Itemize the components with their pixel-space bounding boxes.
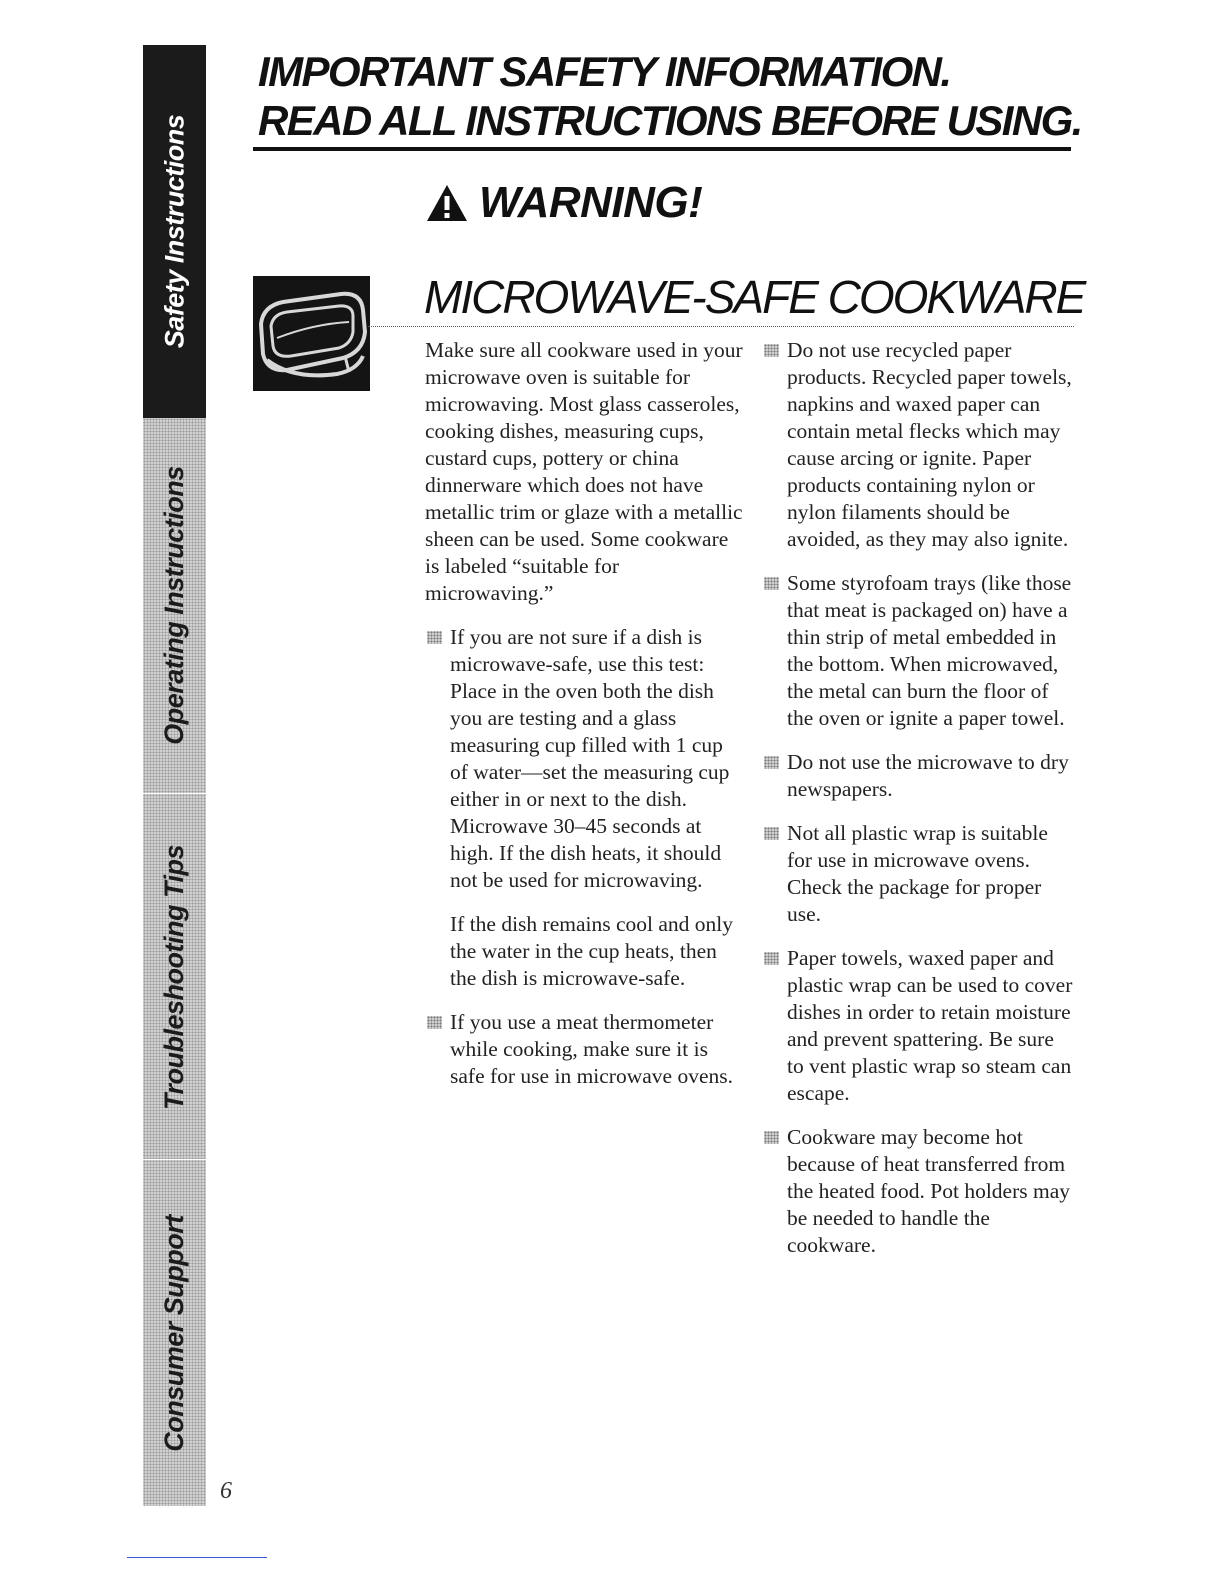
bullet-icon [764,827,779,840]
tab-troubleshooting-tips[interactable] [143,793,206,1160]
list-item-text: Paper towels, waxed paper and plastic wrap can be used to cover dishes in order to retain moisture and prevent spattering. Be sure to vent plastic wrap so steam can escape. [787,946,1073,1105]
tab-operating-instructions[interactable] [143,418,206,793]
list-item-text: Do not use recycled paper products. Recycled paper towels, napkins and waxed paper can contain metal flecks which may cause arcing or ignite. Paper products containing nylon or nylon filaments should be avoided, as they may also ignite. [787,338,1072,551]
list-item [762,749,1074,803]
list-item-continuation: If the dish remains cool and only the water in the cup heats, then the dish is microwave-safe. [450,912,734,990]
bullet-icon [427,1016,442,1029]
list-item-text: If you are not sure if a dish is microwave-safe, use this test: Place in the oven both the dish you are testing and a glass measuring cup filled with 1 cup of water—set the measuring cup either in or next to the dish. Microwave 30–45 seconds at high. If the dish heats, it should not be used for microwaving. [450,625,730,892]
page-heading-line-1: IMPORTANT SAFETY INFORMATION. [258,48,951,95]
section-sidebar [143,45,206,1505]
footer-divider [127,1557,267,1558]
intro-paragraph: Make sure all cookware used in your microwave oven is suitable for microwaving. Most glass casseroles, cooking dishes, measuring cups, custard cups, pottery or china dinnerware which does not have metallic trim or glaze with a metallic sheen can be used. Some cookware is labeled “suitable for microwaving.” [425,338,743,605]
warning-triangle-icon [425,181,469,225]
list-item [425,624,743,894]
page-heading-line-2: READ ALL INSTRUCTIONS BEFORE USING. [258,97,1082,144]
left-column [425,337,743,1107]
list-item [762,570,1074,732]
list-item [762,1124,1074,1259]
tab-label: Troubleshooting Tips [159,844,189,1110]
list-item-text: If you use a meat thermometer while cooking, make sure it is safe for use in microwave ovens. [450,1010,733,1088]
bullet-icon [764,756,779,769]
tab-safety-instructions[interactable] [143,45,206,418]
cookware-dish-image [253,276,370,391]
tab-label: Operating Instructions [159,466,189,745]
section-divider [368,326,1074,327]
list-item-text: Do not use the microwave to dry newspapers. [787,750,1069,801]
list-item [762,820,1074,928]
bullet-icon [764,577,779,590]
section-title: MICROWAVE-SAFE COOKWARE [424,271,1085,323]
list-item [425,1009,743,1090]
list-item-text: Cookware may become hot because of heat transferred from the heated food. Pot holders may be needed to handle the cookware. [787,1125,1071,1257]
bullet-icon [764,344,779,357]
bullet-icon [427,631,442,644]
right-column [762,337,1074,1276]
bullet-icon [764,952,779,965]
list-item [762,337,1074,553]
tab-consumer-support[interactable] [143,1159,206,1506]
tab-label: Consumer Support [159,1214,190,1452]
tab-label: Safety Instructions [159,114,189,349]
bullet-icon [764,1131,779,1144]
list-item-text: Not all plastic wrap is suitable for use in microwave ovens. Check the package for proper use. [787,821,1048,926]
warning-banner [425,178,702,228]
list-item [762,945,1074,1107]
page-number: 6 [220,1478,232,1504]
heading-divider [253,147,1071,151]
warning-label: WARNING! [479,178,703,227]
list-item-text: Some styrofoam trays (like those that meat is packaged on) have a thin strip of metal embedded in the bottom. When microwaved, the metal can burn the floor of the oven or ignite a paper towel. [787,571,1072,730]
